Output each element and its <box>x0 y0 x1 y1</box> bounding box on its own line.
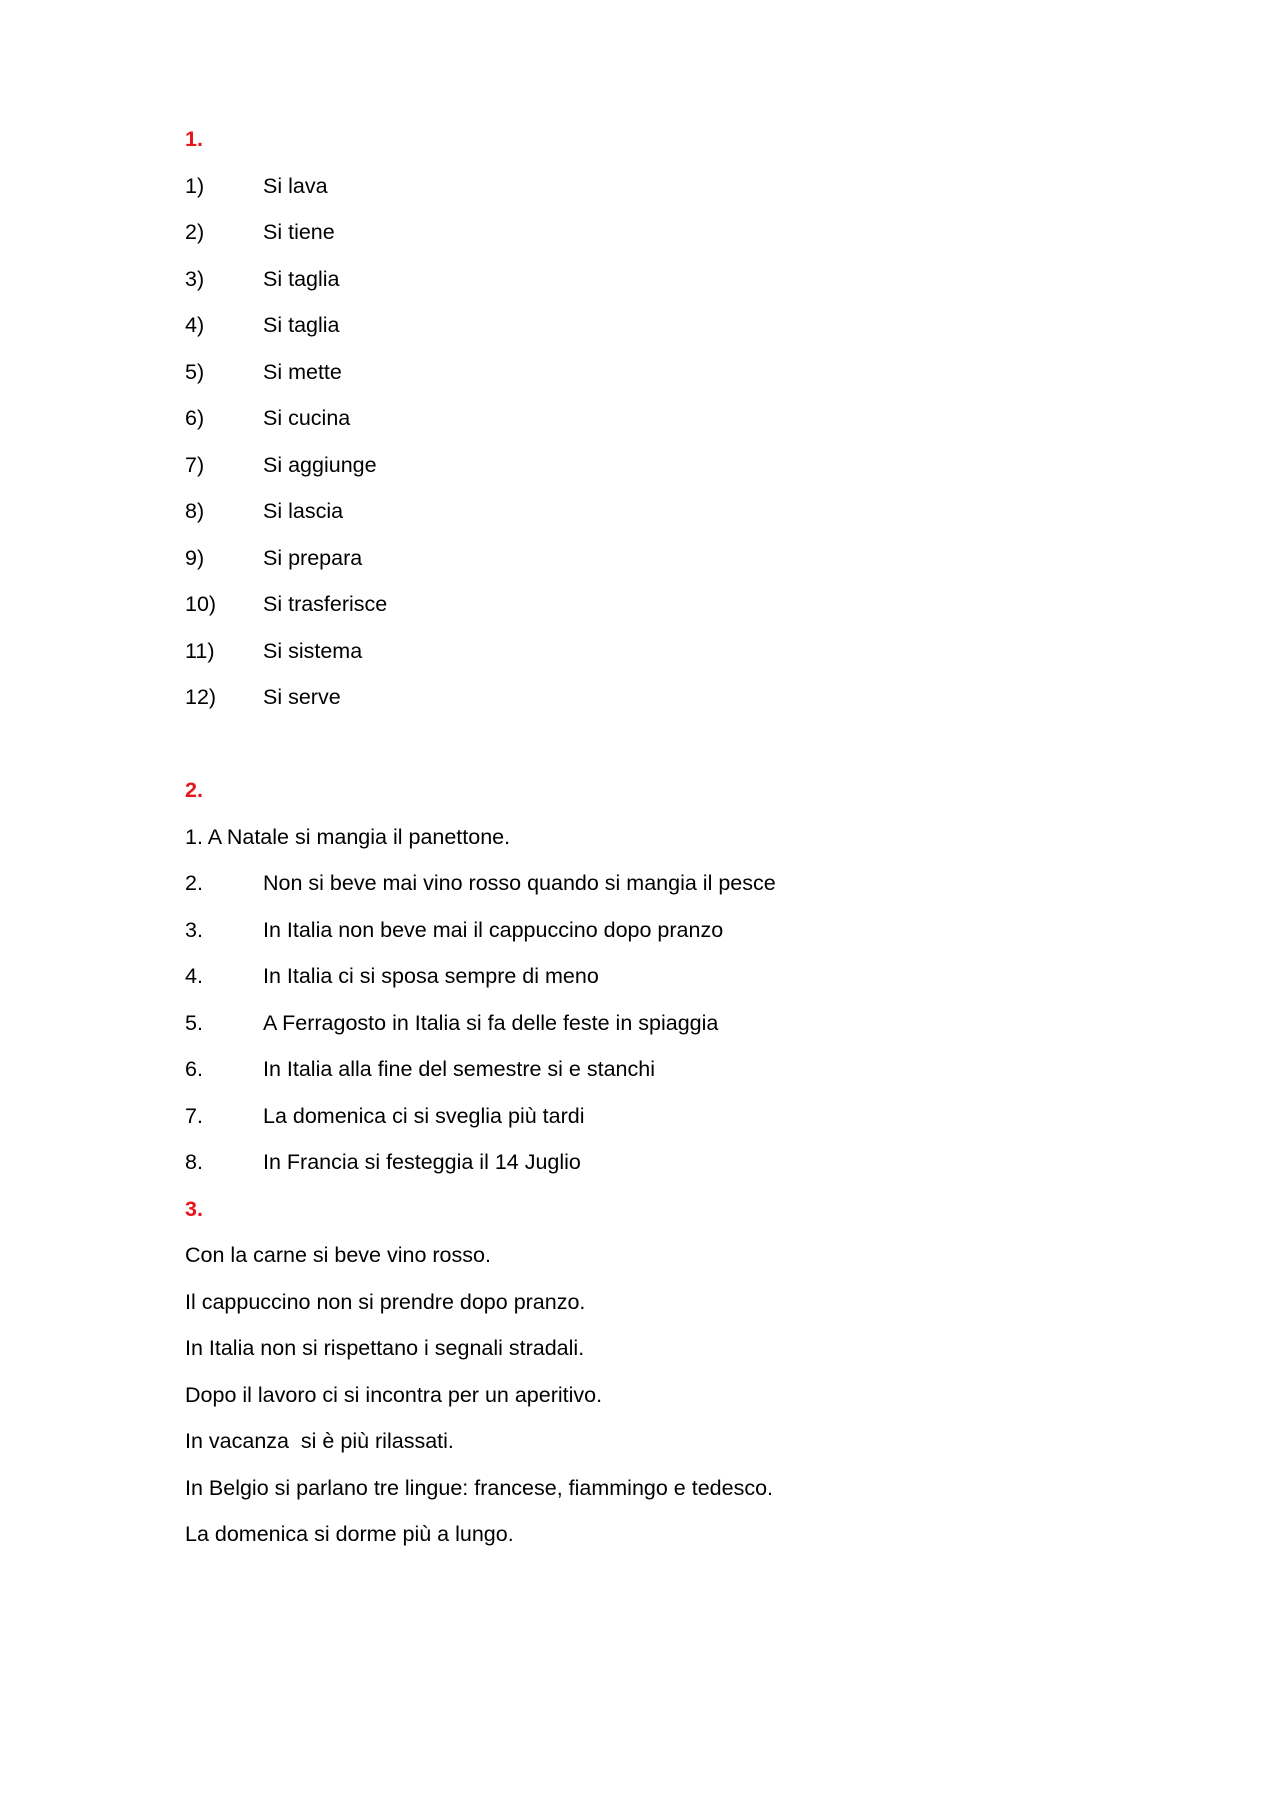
item-text: Si prepara <box>263 545 363 570</box>
sentence: La domenica si dorme più a lungo. <box>185 1522 514 1546</box>
sentence: Il cappuccino non si prendre dopo pranzo. <box>185 1289 586 1314</box>
item-text: Si mette <box>263 359 342 384</box>
blank-line <box>185 725 1145 772</box>
item-number: 7. <box>185 1103 203 1128</box>
item-number: 5) <box>185 359 205 384</box>
item-text: Si taglia <box>263 313 340 337</box>
list-item <box>185 1050 1145 1097</box>
list-item <box>185 167 1145 214</box>
list-item <box>185 632 1145 679</box>
list-item <box>185 492 1145 539</box>
list-item <box>185 1143 1145 1190</box>
item-number: 3. <box>185 917 203 942</box>
list-item <box>185 213 1145 260</box>
item-number: 2. <box>185 871 203 895</box>
item-number: 12) <box>185 685 217 709</box>
item-text: Si lascia <box>263 499 344 523</box>
list-item <box>185 585 1145 632</box>
item-number: 6. <box>185 1057 203 1081</box>
list-item <box>185 446 1145 493</box>
list-item <box>185 399 1145 446</box>
item-number: 8. <box>185 1150 203 1174</box>
list-item <box>185 864 1145 911</box>
item-number: 10) <box>185 592 217 616</box>
item-text: Si serve <box>263 685 341 709</box>
list-item <box>185 260 1145 307</box>
item-number: 2) <box>185 220 205 244</box>
item-text: Si sistema <box>263 638 363 663</box>
item-text: In Italia non beve mai il cappuccino dopo pranzo <box>263 917 724 942</box>
item-number: 11) <box>185 638 215 663</box>
item-text: In Francia si festeggia il 14 Juglio <box>263 1150 581 1174</box>
item-number: 4. <box>185 964 203 988</box>
item-text: Si tiene <box>263 220 335 244</box>
item-text: A Ferragosto in Italia si fa delle feste in spiaggia <box>263 1010 719 1035</box>
item-text: In Italia alla fine del semestre si e stanchi <box>263 1057 655 1081</box>
item-text: Si lava <box>263 173 328 198</box>
item-number: 9) <box>185 545 205 570</box>
item-number: 1) <box>185 173 205 198</box>
item-number: 8) <box>185 499 205 523</box>
sentence: Dopo il lavoro ci si incontra per un aperitivo. <box>185 1382 603 1407</box>
item-text: Si trasferisce <box>263 592 388 616</box>
list-item <box>185 306 1145 353</box>
section-1-list <box>185 167 1145 725</box>
list-item <box>185 911 1145 958</box>
item-text: Si cucina <box>263 406 351 430</box>
sentence: In Belgio si parlano tre lingue: francese, fiammingo e tedesco. <box>185 1475 773 1500</box>
list-item <box>185 1097 1145 1144</box>
section-2-first-line: 1. A Natale si mangia il panettone. <box>185 824 511 849</box>
item-number: 3) <box>185 266 205 291</box>
document-body <box>185 120 1145 1562</box>
sentence: In vacanza si è più rilassati. <box>185 1429 454 1453</box>
item-number: 7) <box>185 452 205 477</box>
item-text: In Italia ci si sposa sempre di meno <box>263 964 599 988</box>
section-3-list <box>185 1236 1145 1562</box>
list-item <box>185 353 1145 400</box>
list-item <box>185 957 1145 1004</box>
section-1-heading: 1. <box>185 127 203 151</box>
list-item <box>185 539 1145 586</box>
item-text: Si taglia <box>263 266 340 291</box>
sentence: Con la carne si beve vino rosso. <box>185 1243 491 1267</box>
section-2-heading: 2. <box>185 778 203 802</box>
sentence: In Italia non si rispettano i segnali stradali. <box>185 1336 585 1360</box>
list-item <box>185 678 1145 725</box>
item-text: Non si beve mai vino rosso quando si mangia il pesce <box>263 871 776 895</box>
section-3-heading: 3. <box>185 1196 203 1221</box>
item-number: 5. <box>185 1010 203 1035</box>
list-item <box>185 1004 1145 1051</box>
item-number: 4) <box>185 313 205 337</box>
item-number: 6) <box>185 406 205 430</box>
section-2-list <box>185 864 1145 1190</box>
item-text: La domenica ci si sveglia più tardi <box>263 1103 585 1128</box>
item-text: Si aggiunge <box>263 452 377 477</box>
